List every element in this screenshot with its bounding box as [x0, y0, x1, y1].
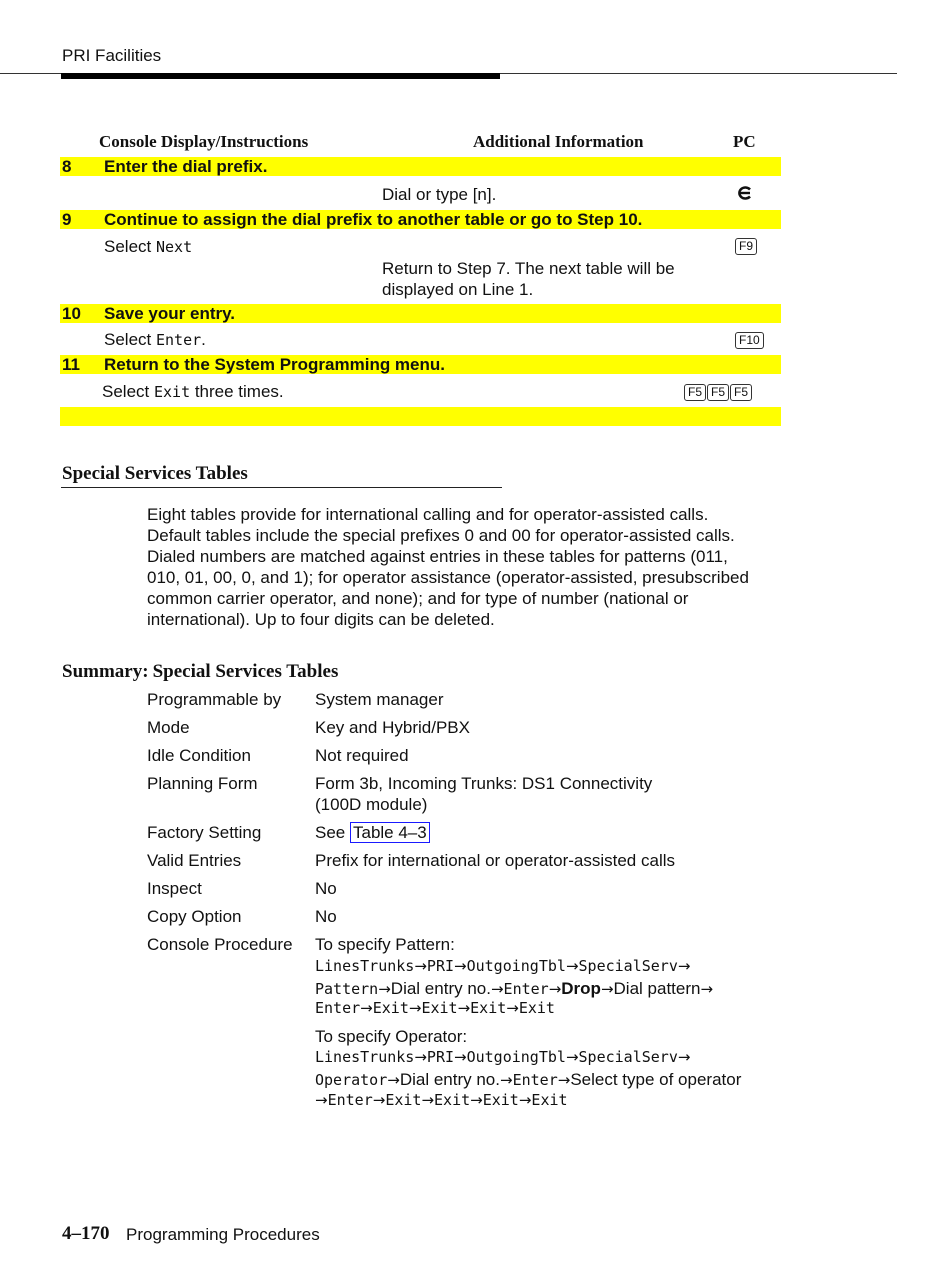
cmd-outgoingtbl: OutgoingTbl: [466, 957, 566, 975]
summary-label-inspect: Inspect: [147, 879, 202, 898]
cmd-exit: Exit: [421, 999, 458, 1017]
period: .: [201, 330, 206, 349]
cmd-pattern: Pattern: [315, 980, 379, 998]
cmd-operator: Operator: [315, 1071, 388, 1089]
arrow-icon: →: [378, 980, 391, 998]
cmd-drop: Drop: [561, 979, 601, 998]
dial-pad-icon: [737, 185, 753, 201]
procedure-pattern-line2: [315, 978, 713, 1000]
cmd-specialserv: SpecialServ: [578, 1048, 678, 1066]
table-end-band: [60, 407, 781, 426]
col-pc-header: PC: [733, 132, 756, 151]
procedure-operator-line1: [315, 1048, 690, 1067]
arrow-icon: →: [387, 1071, 400, 1089]
col-info-header: Additional Information: [473, 132, 644, 151]
step-number: 8: [62, 157, 72, 176]
arrow-icon: →: [500, 1071, 513, 1089]
paragraph-line: common carrier operator, and none); and for type of number (national or: [147, 589, 689, 608]
running-header: PRI Facilities: [62, 46, 162, 65]
arrow-icon: →: [557, 1071, 571, 1089]
step-title: Save your entry.: [104, 304, 236, 323]
step-number: 11: [62, 355, 80, 374]
f5-keys: [684, 383, 752, 401]
summary-value-planning-2: (100D module): [315, 795, 428, 814]
paragraph-line: Default tables include the special prefixes 0 and 00 for operator-assisted calls.: [147, 526, 735, 545]
summary-value-valid: Prefix for international or operator-assisted calls: [315, 851, 675, 870]
f10-key-label: F10: [735, 332, 764, 349]
arrow-icon: →: [414, 957, 427, 975]
dial-pattern-text: Dial pattern: [613, 979, 701, 998]
cmd-enter: Enter: [512, 1071, 558, 1089]
summary-label-factory: Factory Setting: [147, 823, 262, 842]
f5-key: F5: [730, 384, 752, 401]
arrow-icon: →: [565, 957, 579, 975]
section-title: Special Services Tables: [62, 463, 248, 484]
cmd-exit: Exit: [470, 999, 507, 1017]
cmd-exit: Exit: [531, 1091, 568, 1109]
cmd-pri: PRI: [426, 957, 455, 975]
cmd-exit: Exit: [434, 1091, 471, 1109]
arrow-icon: →: [600, 980, 614, 998]
footer-title: Programming Procedures: [126, 1225, 320, 1244]
summary-value-mode: Key and Hybrid/PBX: [315, 718, 470, 737]
arrow-icon: →: [454, 1048, 467, 1066]
step-instruction: [104, 236, 192, 258]
step-instruction: [104, 329, 206, 351]
step-title: Enter the dial prefix.: [104, 157, 268, 176]
summary-value-idle: Not required: [315, 746, 409, 765]
enter-command: Enter: [155, 331, 202, 349]
procedure-pattern-line1: [315, 957, 690, 976]
summary-label-copy: Copy Option: [147, 907, 242, 926]
summary-label-planning: Planning Form: [147, 774, 258, 793]
select-label: Select: [102, 382, 154, 401]
select-label: Select: [104, 237, 156, 256]
arrow-icon: →: [677, 957, 691, 975]
summary-value-inspect: No: [315, 879, 337, 898]
section-paragraph: [147, 504, 787, 630]
arrow-icon: →: [548, 980, 562, 998]
step-number: 9: [62, 210, 72, 229]
summary-value-programmable: System manager: [315, 690, 444, 709]
procedure-pattern-line3: [315, 999, 555, 1018]
summary-label-procedure: Console Procedure: [147, 935, 293, 954]
arrow-icon: →: [490, 980, 504, 998]
cmd-exit: Exit: [372, 999, 409, 1017]
summary-label-idle: Idle Condition: [147, 746, 251, 765]
cmd-linestrunks: LinesTrunks: [315, 957, 415, 975]
arrow-icon: →: [518, 1091, 532, 1109]
select-type-text: Select type of operator: [570, 1070, 742, 1089]
exit-command: Exit: [153, 383, 191, 401]
arrow-icon: →: [360, 999, 373, 1017]
summary-label-programmable: Programmable by: [147, 690, 282, 709]
cmd-specialserv: SpecialServ: [578, 957, 678, 975]
f9-key: [735, 237, 757, 255]
f9-key-label: F9: [735, 238, 757, 255]
see-text: See: [315, 823, 350, 842]
summary-value-copy: No: [315, 907, 337, 926]
f5-key: F5: [684, 384, 706, 401]
summary-subject: Special Services Tables: [152, 661, 339, 682]
arrow-icon: →: [421, 1091, 435, 1109]
cmd-enter: Enter: [327, 1091, 373, 1109]
instruction-tail: three times.: [190, 382, 284, 401]
table-link[interactable]: Table 4–3: [350, 822, 430, 843]
summary-label-mode: Mode: [147, 718, 190, 737]
arrow-icon: →: [408, 999, 422, 1017]
summary-label: Summary:: [62, 661, 149, 682]
procedure-operator-heading: To specify Operator:: [315, 1027, 468, 1046]
step-title: Return to the System Programming menu.: [104, 355, 445, 374]
cmd-enter: Enter: [315, 999, 361, 1017]
summary-title: [62, 661, 338, 683]
header-thick-rule: [61, 73, 500, 79]
cmd-pri: PRI: [426, 1048, 455, 1066]
next-command: Next: [155, 238, 193, 256]
arrow-icon: →: [700, 980, 714, 998]
procedure-operator-line3: [315, 1091, 568, 1110]
page-number: 4–170: [62, 1223, 110, 1244]
arrow-icon: →: [372, 1091, 386, 1109]
cmd-exit: Exit: [385, 1091, 422, 1109]
section-rule: [61, 487, 502, 488]
select-label: Select: [104, 330, 156, 349]
dial-entry-text: Dial entry no.: [390, 979, 491, 998]
procedure-operator-line2: [315, 1069, 741, 1091]
step-title: Continue to assign the dial prefix to another table or go to Step 10.: [104, 210, 643, 229]
arrow-icon: →: [457, 999, 471, 1017]
arrow-icon: →: [565, 1048, 579, 1066]
cmd-exit: Exit: [482, 1091, 519, 1109]
arrow-icon: →: [506, 999, 519, 1017]
arrow-icon: →: [414, 1048, 427, 1066]
paragraph-line: Dialed numbers are matched against entries in these tables for patterns (011,: [147, 547, 728, 566]
paragraph-line: 010, 01, 00, 0, and 1); for operator assistance (operator-assisted, presubscribed: [147, 568, 749, 587]
cmd-outgoingtbl: OutgoingTbl: [466, 1048, 566, 1066]
procedure-pattern-heading: To specify Pattern:: [315, 935, 455, 954]
f5-key: F5: [707, 384, 729, 401]
dial-entry-text: Dial entry no.: [399, 1070, 500, 1089]
step-number: 10: [62, 304, 81, 323]
paragraph-line: international). Up to four digits can be deleted.: [147, 610, 495, 629]
step-instruction: [102, 381, 284, 403]
arrow-icon: →: [454, 957, 467, 975]
paragraph-line: Eight tables provide for international calling and for operator-assisted calls.: [147, 505, 709, 524]
step-info: Dial or type [n].: [382, 185, 497, 204]
cmd-linestrunks: LinesTrunks: [315, 1048, 415, 1066]
step-info-line1: Return to Step 7. The next table will be: [382, 259, 675, 278]
summary-value-factory: [315, 823, 430, 843]
cmd-exit: Exit: [518, 999, 555, 1017]
col-console-header: Console Display/Instructions: [99, 132, 309, 151]
arrow-icon: →: [470, 1091, 483, 1109]
step-info-line2: displayed on Line 1.: [382, 280, 534, 299]
summary-value-planning: Form 3b, Incoming Trunks: DS1 Connectivity: [315, 774, 653, 793]
arrow-icon: →: [677, 1048, 691, 1066]
cmd-enter: Enter: [503, 980, 549, 998]
f10-key: [735, 331, 764, 349]
summary-label-valid: Valid Entries: [147, 851, 242, 870]
arrow-icon: →: [315, 1091, 328, 1109]
